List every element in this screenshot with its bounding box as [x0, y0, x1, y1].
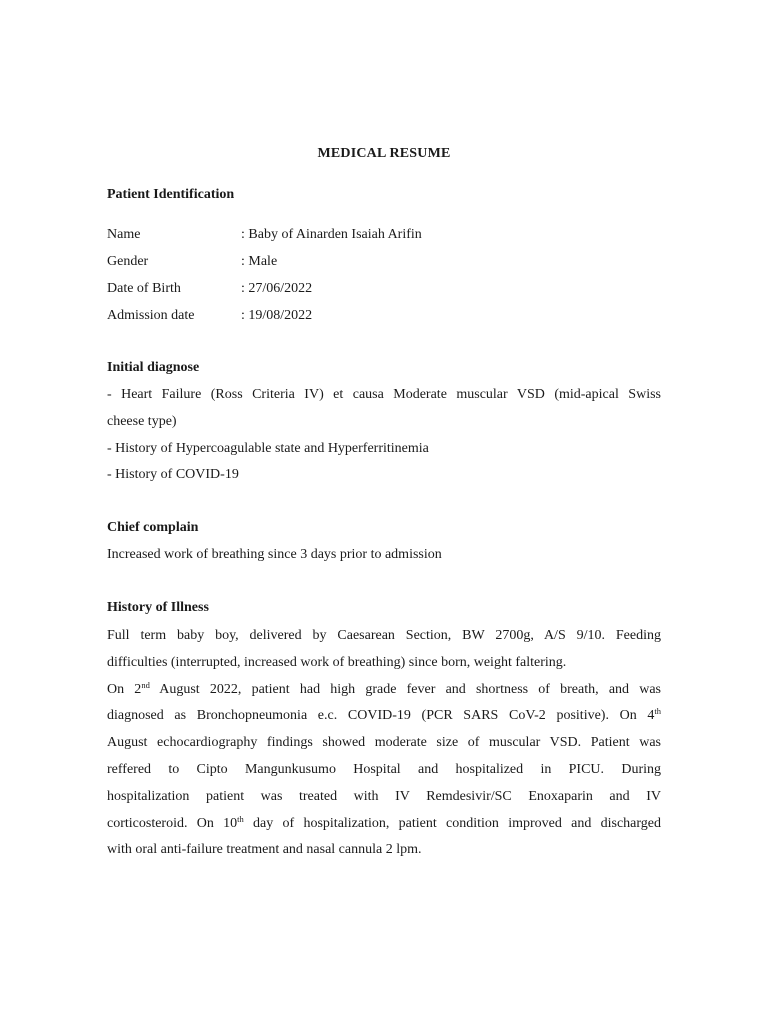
history-line [107, 703, 661, 730]
history-text: August 2022, patient had high grade fever and shortness of breath, and was [149, 681, 661, 697]
chief-complain-line: Increased work of breathing since 3 days prior to admission [107, 547, 442, 562]
history-text: On 2 [107, 681, 142, 697]
id-row-gender [107, 253, 667, 280]
chief-complain-text [107, 542, 661, 569]
id-row-admission-date [107, 307, 667, 334]
id-row-date-of-birth [107, 280, 667, 307]
initial-diagnose-list [107, 382, 661, 489]
id-value: : 19/08/2022 [241, 308, 313, 323]
diagnose-line: - History of COVID-19 [107, 467, 239, 483]
id-label: Gender [107, 254, 149, 269]
history-text: day of hospitalization, patient condition improved and discharged [243, 815, 661, 831]
history-line: Full term baby boy, delivered by Caesarean Section, BW 2700g, A/S 9/10. Feeding [107, 628, 661, 643]
initial-diagnose-heading: Initial diagnose [107, 360, 200, 375]
id-value: : 27/06/2022 [241, 281, 313, 296]
diagnose-line: - History of Hypercoagulable state and Hyperferritinemia [107, 440, 429, 456]
history-text: diagnosed as Bronchopneumonia e.c. COVID-19 (PCR SARS CoV-2 positive). On 4 [107, 708, 655, 724]
ordinal-suffix: th [237, 813, 244, 824]
ordinal-suffix: th [654, 706, 661, 717]
history-line: August echocardiography findings showed moderate size of muscular VSD. Patient was [107, 735, 661, 751]
id-label: Date of Birth [107, 281, 181, 296]
history-line: difficulties (interrupted, increased work of breathing) since born, weight faltering. [107, 654, 567, 670]
id-label: Admission date [107, 308, 195, 323]
history-of-illness-text [107, 623, 661, 864]
history-of-illness-heading: History of Illness [107, 600, 209, 615]
document-title: MEDICAL RESUME [317, 146, 451, 161]
history-line: reffered to Cipto Mangunkusumo Hospital and hospitalized in PICU. During [107, 761, 661, 777]
history-line: with oral anti-failure treatment and nasal cannula 2 lpm. [107, 842, 422, 858]
history-line [107, 677, 661, 704]
patient-identification-table [107, 226, 667, 334]
ordinal-suffix: nd [141, 679, 150, 690]
history-line [107, 811, 661, 838]
history-text: corticosteroid. On 10 [107, 815, 238, 831]
diagnose-line: cheese type) [107, 413, 177, 429]
history-line: hospitalization patient was treated with IV Remdesivir/SC Enoxaparin and IV [107, 788, 661, 804]
id-row-name [107, 226, 667, 253]
diagnose-line: - Heart Failure (Ross Criteria IV) et causa Moderate muscular VSD (mid-apical Swiss [107, 387, 661, 402]
id-value: : Male [241, 254, 278, 269]
patient-identification-heading: Patient Identification [107, 187, 235, 202]
chief-complain-heading: Chief complain [107, 520, 199, 535]
id-label: Name [107, 227, 141, 242]
id-value: : Baby of Ainarden Isaiah Arifin [241, 227, 422, 242]
